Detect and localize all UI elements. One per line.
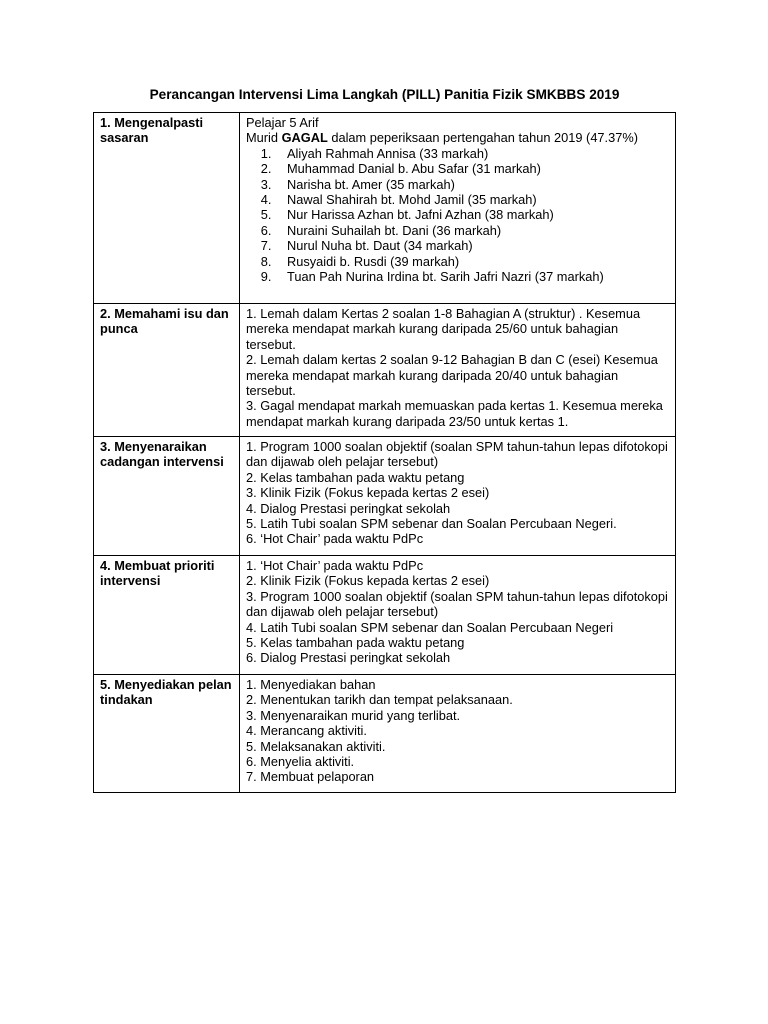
content-item: 7. Membuat pelaporan [246, 769, 375, 785]
intro-text [246, 130, 670, 145]
content-item: 3. Menyenaraikan murid yang terlibat. [246, 707, 461, 723]
content-item: 5. Melaksanakan aktiviti. [246, 738, 386, 754]
content-item: 6. ‘Hot Chair’ pada waktu PdPc [246, 531, 424, 547]
step-content [240, 437, 676, 556]
content-item: 2. Kelas tambahan pada waktu petang [246, 469, 465, 485]
content-item: 5. Kelas tambahan pada waktu petang [246, 635, 465, 651]
class-label: Pelajar 5 Arif [246, 115, 319, 130]
student-item: 3. Narisha bt. Amer (35 markah) [275, 177, 670, 192]
content-item: 3. Gagal mendapat markah memuaskan pada kertas 1. Kesemua mereka mendapat markah kurang daripada 23/50 untuk kertas 1. [246, 398, 663, 429]
step-label: 2. Memahami isu dan punca [94, 304, 240, 437]
step-content [240, 675, 676, 793]
student-item: 5. Nur Harissa Azhan bt. Jafni Azhan (38 markah) [275, 207, 670, 222]
content-item: 2. Lemah dalam kertas 2 soalan 9-12 Bahagian B dan C (esei) Kesemua mereka mendapat markah kurang daripada 20/40 untuk bahagian tersebut. [246, 352, 658, 399]
student-item: 9. Tuan Pah Nurina Irdina bt. Sarih Jafri Nazri (37 markah) [275, 269, 670, 284]
table-row [94, 556, 676, 675]
step-label: 4. Membuat prioriti intervensi [94, 556, 240, 675]
content-item: 6. Menyelia aktiviti. [246, 754, 355, 770]
table-row [94, 437, 676, 556]
content-item: 5. Latih Tubi soalan SPM sebenar dan Soalan Percubaan Negeri. [246, 516, 617, 532]
content-item: 1. Lemah dalam Kertas 2 soalan 1-8 Bahagian A (struktur) . Kesemua mereka mendapat markah kurang daripada 25/60 untuk bahagian tersebut. [246, 306, 641, 352]
content-item: 4. Merancang aktiviti. [246, 723, 367, 739]
content-item: 2. Klinik Fizik (Fokus kepada kertas 2 esei) [246, 573, 490, 589]
pill-table [93, 112, 676, 793]
document-title: Perancangan Intervensi Lima Langkah (PILL) Panitia Fizik SMKBBS 2019 [149, 87, 620, 102]
content-item: 6. Dialog Prestasi peringkat sekolah [246, 650, 451, 666]
table-row [94, 304, 676, 437]
student-item: 7. Nurul Nuha bt. Daut (34 markah) [275, 238, 670, 253]
student-item: 4. Nawal Shahirah bt. Mohd Jamil (35 markah) [275, 192, 670, 207]
step-label: 3. Menyenaraikan cadangan intervensi [94, 437, 240, 556]
student-item: 6. Nuraini Suhailah bt. Dani (36 markah) [275, 223, 670, 238]
content-item: 1. ‘Hot Chair’ pada waktu PdPc [246, 558, 424, 573]
student-list [246, 146, 670, 285]
content-item: 4. Dialog Prestasi peringkat sekolah [246, 500, 451, 516]
step-content [240, 556, 676, 675]
step-content [240, 113, 676, 304]
student-item: 8. Rusyaidi b. Rusdi (39 markah) [275, 254, 670, 269]
gagal-emphasis: GAGAL [281, 130, 328, 146]
table-row [94, 675, 676, 793]
content-item: 1. Program 1000 soalan objektif (soalan SPM tahun-tahun lepas difotokopi dan dijawab oleh pelajar tersebut) [246, 439, 668, 470]
intro-prefix: Murid [246, 130, 278, 146]
content-item: 3. Program 1000 soalan objektif (soalan SPM tahun-tahun lepas difotokopi dan dijawab oleh pelajar tersebut) [246, 588, 668, 620]
student-item: 2. Muhammad Danial b. Abu Safar (31 markah) [275, 161, 670, 176]
content-item: 3. Klinik Fizik (Fokus kepada kertas 2 esei) [246, 485, 490, 501]
content-item: 2. Menentukan tarikh dan tempat pelaksanaan. [246, 692, 513, 708]
student-item: 1. Aliyah Rahmah Annisa (33 markah) [275, 146, 670, 161]
step-content [240, 304, 676, 437]
step-label: 5. Menyediakan pelan tindakan [94, 675, 240, 793]
content-item: 4. Latih Tubi soalan SPM sebenar dan Soalan Percubaan Negeri [246, 619, 614, 635]
step-label: 1. Mengenalpasti sasaran [94, 113, 240, 304]
content-item: 1. Menyediakan bahan [246, 677, 376, 692]
table-row [94, 113, 676, 304]
intro-suffix: dalam peperiksaan pertengahan tahun 2019 (47.37%) [331, 130, 638, 146]
